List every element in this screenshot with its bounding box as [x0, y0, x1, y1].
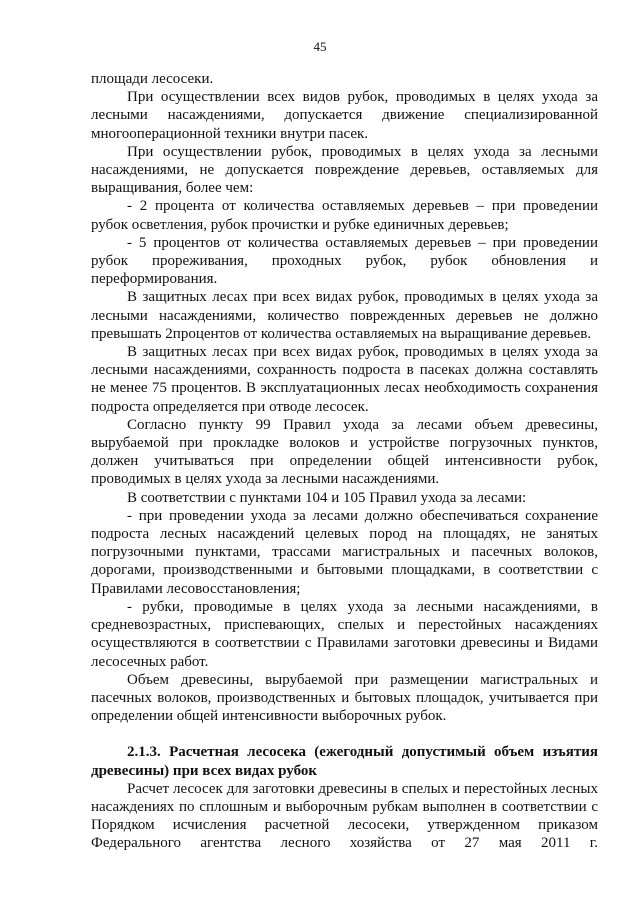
- paragraph-volume-accounting: Объем древесины, вырубаемой при размещении магистральных и пасечных волоков, производственных и бытовых площадок, учитывается при определении общей интенсивности выборочных рубок.: [91, 671, 598, 725]
- paragraph-machinery: При осуществлении всех видов рубок, проводимых в целях ухода за лесными насаждениями, допускается движение специализированной многооперационной техники внутри пасек.: [91, 89, 598, 142]
- section-heading: 2.1.3. Расчетная лесосека (ежегодный допустимый объем изъятия древесины) при всех видах рубок: [91, 744, 598, 779]
- paragraph-protective-forests-damage: В защитных лесах при всех видах рубок, проводимых в целях ухода за лесными насаждениями, количество поврежденных деревьев не должно превышать 2процентов от количества оставляемых на выращивание деревьев.: [91, 289, 598, 342]
- list-item-logging-rules: - рубки, проводимые в целях ухода за лесными насаждениями, в средневозрастных, приспевающих, спелых и перестойных насаждениях осуществляются в соответствии с Правилами заготовки древесины и Видами лесосечных работ.: [91, 598, 598, 670]
- page-number: 45: [313, 39, 327, 54]
- paragraph-rules-104-105: В соответствии с пунктами 104 и 105 Правил ухода за лесами:: [127, 489, 527, 506]
- paragraph-undergrowth-preservation: В защитных лесах при всех видах рубок, проводимых в целях ухода за лесными насаждениями, сохранность подроста в пасеках должна составлять не менее 75 процентов. В эксплуатационных лесах необходимость сохранения подроста определяется при отводе лесосек.: [91, 344, 598, 415]
- paragraph-damage-limit: При осуществлении рубок, проводимых в целях ухода за лесными насаждениями, не допускается повреждение деревьев, оставляемых для выращивания, более чем:: [91, 143, 598, 197]
- paragraph-calculation: Расчет лесосек для заготовки древесины в спелых и перестойных лесных насаждениях по сплошным и выборочным рубкам выполнен в соответствии с Порядком исчисления расчетной лесосеки, утвержденном приказом Федерального агентства лесного хозяйства от 27 мая 2011 г.: [91, 780, 598, 852]
- list-item-2-percent: - 2 процента от количества оставляемых деревьев – при проведении рубок осветления, рубок прочистки и рубке единичных деревьев;: [91, 198, 598, 233]
- paragraph-rule-99: Согласно пункту 99 Правил ухода за лесами объем древесины, вырубаемой при прокладке волоков и устройстве погрузочных пунктов, должен учитываться при определении общей интенсивности рубок, проводимых в целях ухода за лесными насаждениями.: [91, 416, 598, 488]
- paragraph-lesoseka-area: площади лесосеки.: [91, 71, 214, 87]
- list-item-undergrowth: - при проведении ухода за лесами должно обеспечиваться сохранение подроста лесных насаждений целевых пород на площадях, не занятых погрузочными пунктами, трассами магистральных и пасечных волоков, дорогами, производственными и бытовыми площадками, в соответствии с Правилами лесовосстановления;: [91, 507, 598, 597]
- list-item-5-percent: - 5 процентов от количества оставляемых деревьев – при проведении рубок прореживания, проходных рубок, рубок обновления и переформирования.: [91, 234, 598, 288]
- document-body: [91, 70, 598, 853]
